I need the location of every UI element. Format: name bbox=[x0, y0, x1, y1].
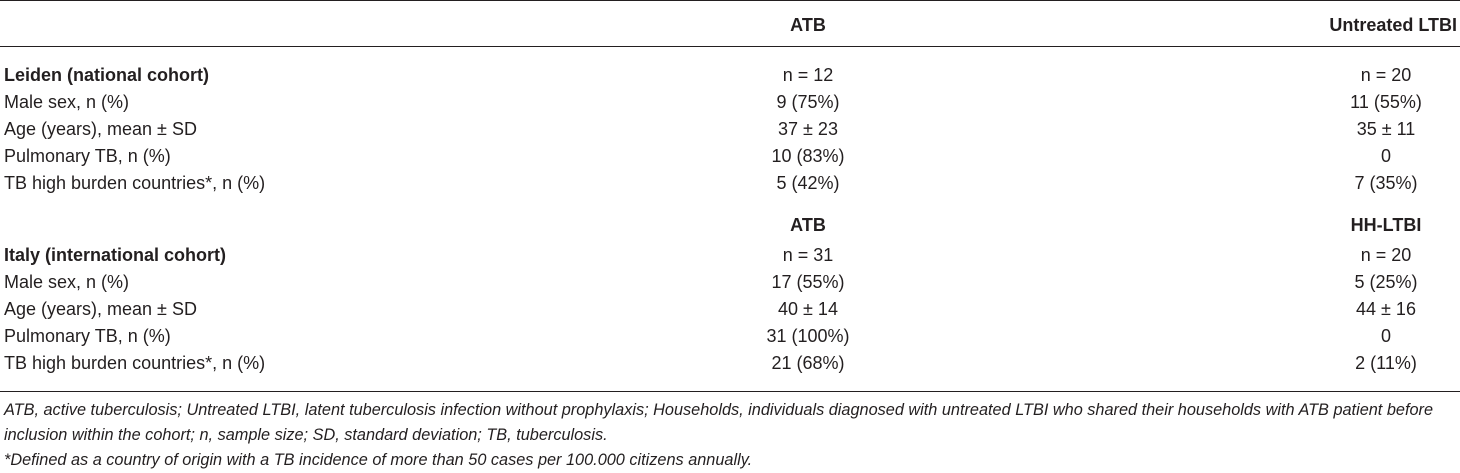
cell-hh-ltbi: 2 (11%) bbox=[1355, 353, 1417, 373]
row-label: Age (years), mean ± SD bbox=[4, 299, 197, 319]
cell-hh-ltbi: 0 bbox=[1380, 326, 1391, 346]
row-label: Male sex, n (%) bbox=[4, 92, 130, 112]
column-header-atb: ATB bbox=[790, 15, 826, 35]
table-row bbox=[0, 90, 1460, 115]
italy-subheader-row bbox=[0, 213, 1460, 238]
row-label: Pulmonary TB, n (%) bbox=[4, 326, 171, 346]
table-header-rule bbox=[0, 46, 1460, 47]
italy-column-header-atb: ATB bbox=[790, 215, 826, 235]
row-label: TB high burden countries*, n (%) bbox=[4, 173, 266, 193]
table-top-rule bbox=[0, 0, 1460, 1]
cell-atb: 31 (100%) bbox=[766, 326, 850, 346]
cell-atb: 9 (75%) bbox=[776, 92, 840, 112]
cell-hh-ltbi: 5 (25%) bbox=[1354, 272, 1418, 292]
table-row bbox=[0, 351, 1460, 376]
cell-ltbi: 11 (55%) bbox=[1350, 92, 1422, 112]
cell-atb: 5 (42%) bbox=[776, 173, 840, 193]
footnote-abbreviations: ATB, active tuberculosis; Untreated LTBI, latent tuberculosis infection without prophylaxis; Households, individuals diagnosed with untreated LTBI who shared their households with ATB patient before inclusion within the cohort; n, sample size; SD, standard deviation; TB, tuberculosis. bbox=[4, 401, 1434, 444]
cell-atb: 40 ± 14 bbox=[778, 299, 838, 319]
row-label: Pulmonary TB, n (%) bbox=[4, 146, 171, 166]
italy-n-atb: n = 31 bbox=[782, 245, 834, 265]
leiden-n-ltbi: n = 20 bbox=[1360, 65, 1412, 85]
leiden-n-atb: n = 12 bbox=[782, 65, 834, 85]
leiden-cohort-row bbox=[0, 63, 1460, 88]
cell-ltbi: 7 (35%) bbox=[1354, 173, 1418, 193]
table-row bbox=[0, 117, 1460, 142]
cell-hh-ltbi: 44 ± 16 bbox=[1356, 299, 1416, 319]
table-row bbox=[0, 171, 1460, 196]
italy-column-header-hh-ltbi: HH-LTBI bbox=[1350, 215, 1422, 235]
leiden-cohort-title: Leiden (national cohort) bbox=[4, 65, 209, 85]
footnote-definition: *Defined as a country of origin with a TB incidence of more than 50 cases per 100.000 citizens annually. bbox=[4, 451, 753, 469]
cell-atb: 37 ± 23 bbox=[778, 119, 838, 139]
table-row bbox=[0, 297, 1460, 322]
italy-cohort-row bbox=[0, 243, 1460, 268]
cell-ltbi: 0 bbox=[1380, 146, 1391, 166]
cell-atb: 21 (68%) bbox=[771, 353, 845, 373]
table-row bbox=[0, 144, 1460, 169]
table-row bbox=[0, 270, 1460, 295]
italy-cohort-title: Italy (international cohort) bbox=[4, 245, 227, 265]
cell-atb: 10 (83%) bbox=[771, 146, 845, 166]
italy-n-hh-ltbi: n = 20 bbox=[1360, 245, 1412, 265]
row-label: Male sex, n (%) bbox=[4, 272, 130, 292]
table-bottom-rule bbox=[0, 391, 1460, 392]
row-label: Age (years), mean ± SD bbox=[4, 119, 197, 139]
row-label: TB high burden countries*, n (%) bbox=[4, 353, 266, 373]
table-row bbox=[0, 324, 1460, 349]
cell-ltbi: 35 ± 11 bbox=[1356, 119, 1416, 139]
column-header-untreated-ltbi: Untreated LTBI bbox=[1329, 15, 1457, 35]
cell-atb: 17 (55%) bbox=[771, 272, 845, 292]
